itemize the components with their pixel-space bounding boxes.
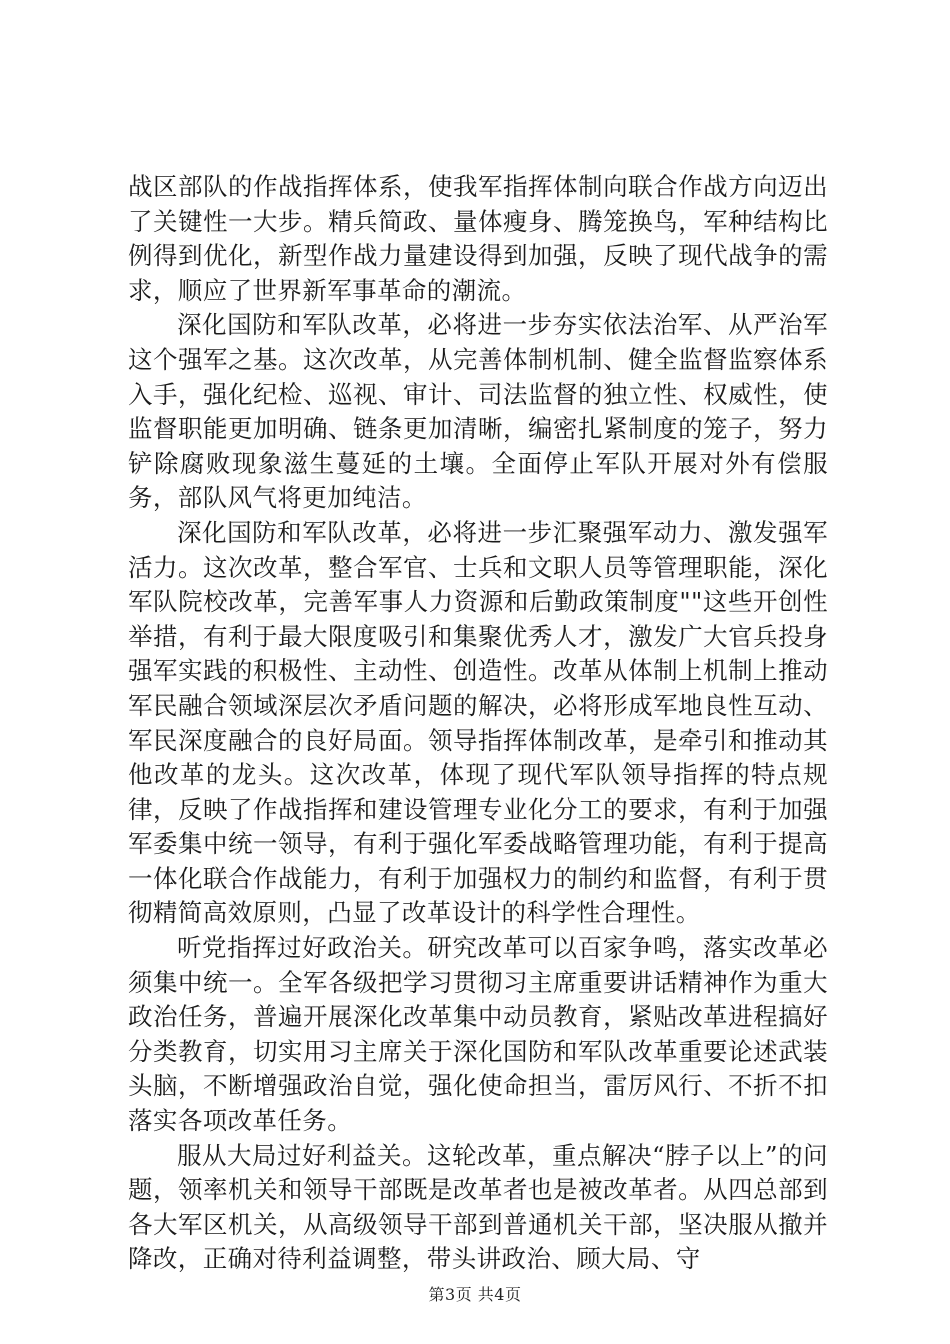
paragraph-5: 服从大局过好利益关。这轮改革，重点解决“脖子以上”的问题，领率机关和领导干部既是改革者也是被改革者。从四总部到各大军区机关，从高级领导干部到普通机关干部，坚决服从撤并降改，正确对待利益调整，带头讲政治、顾大局、守 bbox=[128, 1140, 828, 1274]
page-number-footer: 第3页 共4页 bbox=[428, 1285, 522, 1304]
paragraph-1: 战区部队的作战指挥体系，使我军指挥体制向联合作战方向迈出了关键性一大步。精兵简政、量体瘦身、腾笼换鸟，军种结构比例得到优化，新型作战力量建设得到加强，反映了现代战争的需求，顺应了世界新军事革命的潮流。 bbox=[128, 172, 828, 305]
paragraph-3: 深化国防和军队改革，必将进一步汇聚强军动力、激发强军活力。这次改革，整合军官、士兵和文职人员等管理职能，深化军队院校改革，完善军事人力资源和后勤政策制度""这些开创性举措，有利于最大限度吸引和集聚优秀人才，激发广大官兵投身强军实践的积极性、主动性、创造性。改革从体制上机制上推动军民融合领域深层次矛盾问题的解决，必将形成军地良性互动、军民深度融合的良好局面。领导指挥体制改革，是牵引和推动其他改革的龙头。这次改革，体现了现代军队领导指挥的特点规律，反映了作战指挥和建设管理专业化分工的要求，有利于加强军委集中统一领导，有利于强化军委战略管理功能，有利于提高一体化联合作战能力，有利于加强权力的制约和监督，有利于贯彻精简高效原则，凸显了改革设计的科学性合理性。 bbox=[128, 517, 828, 928]
paragraph-2: 深化国防和军队改革，必将进一步夯实依法治军、从严治军这个强军之基。这次改革，从完善体制机制、健全监督监察体系入手，强化纪检、巡视、审计、司法监督的独立性、权威性，使监督职能更加明确、链条更加清晰，编密扎紧制度的笼子，努力铲除腐败现象滋生蔓延的土壤。全面停止军队开展对外有偿服务，部队风气将更加纯洁。 bbox=[128, 310, 828, 513]
paragraph-4: 听党指挥过好政治关。研究改革可以百家争鸣，落实改革必须集中统一。全军各级把学习贯彻习主席重要讲话精神作为重大政治任务，普遍开展深化改革集中动员教育，紧贴改革进程搞好分类教育，切实用习主席关于深化国防和军队改革重要论述武装头脑，不断增强政治自觉，强化使命担当，雷厉风行、不折不扣落实各项改革任务。 bbox=[128, 933, 828, 1136]
body-text bbox=[128, 170, 828, 1277]
